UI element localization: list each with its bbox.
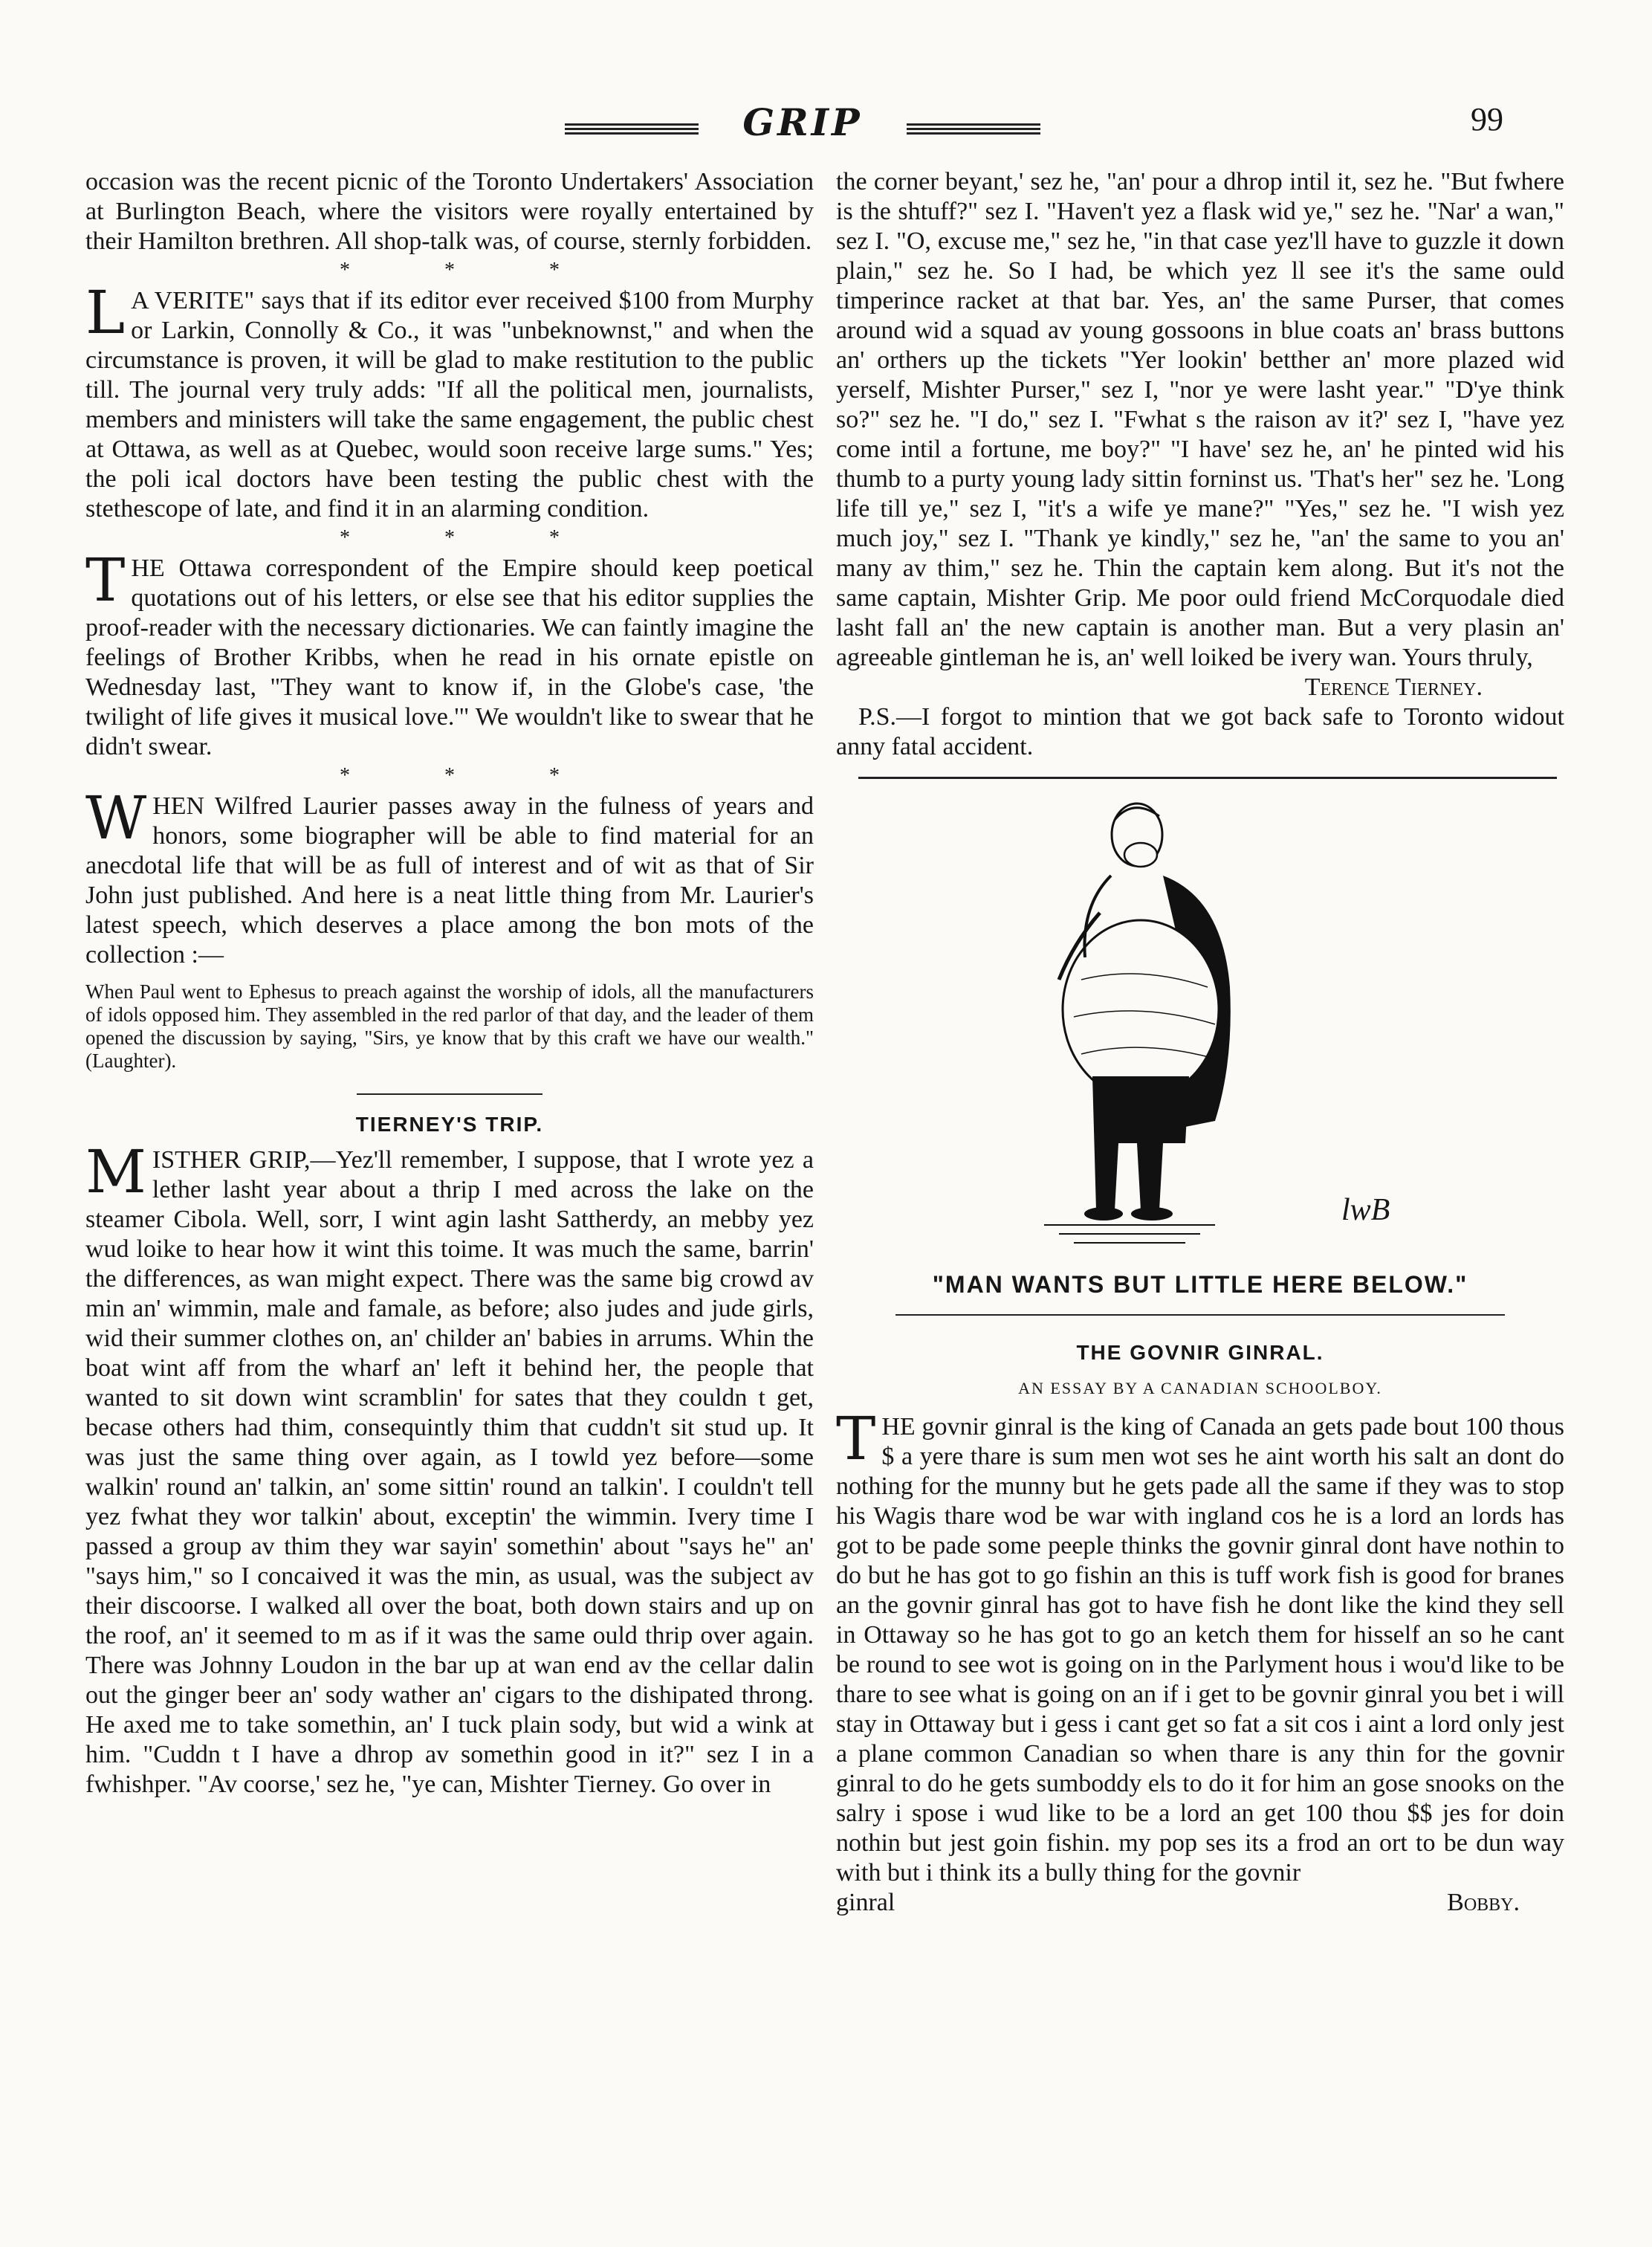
masthead-title: GRIP xyxy=(742,100,863,144)
drop-cap: T xyxy=(85,546,126,615)
postscript: P.S.—I forgot to mintion that we got back safe to Toronto widout anny fatal accident. xyxy=(836,703,1564,760)
article-paragraph xyxy=(836,1404,1564,1888)
artist-signature: lwB xyxy=(1341,1193,1390,1227)
article-heading: THE GOVNIR GINRAL. xyxy=(1076,1341,1324,1364)
block-quote: When Paul went to Ephesus to preach against the worship of idols, all the manufacturers of idols opposed him. They assembled in the red parlor of that day, and the leader of them opened the discussion by saying, "Sirs, ye know that by this craft we have our wealth." (Laughter). xyxy=(85,980,814,1072)
paragraph-text: A VERITE" says that if its editor ever received $100 from Murphy or Larkin, Connolly & Co., it was "unbeknownst," and when the circumstance is proven, it will be glad to make restitution to the public till. The journal very truly adds: "If all the political men, journalists, members and ministers will take the same engagement, the public chest at Ottawa, as well as at Quebec, would soon receive large sums." Yes; the poli ical doctors have been testing the public chest with the stethescope of late, and find it in an alarming condition. xyxy=(85,287,814,523)
cartoon-caption: "MAN WANTS BUT LITTLE HERE BELOW." xyxy=(932,1271,1468,1298)
author-signature: Terence Tierney. xyxy=(1304,673,1483,701)
essay-signature: Bobby. xyxy=(1447,1889,1520,1916)
essay-closing xyxy=(836,1888,1564,1918)
divider-rule xyxy=(895,1314,1505,1316)
article-paragraph xyxy=(85,546,814,762)
paragraph-text: ISTHER GRIP,—Yez'll remember, I suppose, that I wrote yez a lether lasht year about a thrip I med across the lake on the steamer Cibola. Well, sorr, I wint agin lasht Sattherdy, an mebby yez wud loike to hear how it wint this toime. It was much the same, barrin' the differences, as wan might expect. There was the same big crowd av min an' wimmin, male and famale, as before; also judes and jude girls, wid their summer clothes on, an' childer an' babies in arrums. Whin the boat wint aff from the wharf an' left it behind her, the people that wanted to sit down wint scramblin' for sates that they couldn t get, becase others had thim, consequintly thim that cuddn't sit stud up. It was just the same thing over again, as I towld yez before—some walkin' round an' talkin, an' some sittin' round an talkin'. I couldn't tell yez fwhat they wor talkin' about, exceptin' the wimmin. Ivery time I passed a group av thim they war sayin' somethin' about "says he" an' "says him," so I concaived it was the min, as usual, was the subject av their discoorse. I walked all over the boat, both down stairs and up on the roof, an' it seemed to m as if it was the same ould thrip over again. There was Johnny Loudon in the bar up at wan end av the cellar dalin out the ginger beer an' sody wather an' cigars to the dishipated throng. He axed me to take somethin, an' I tuck plain sody, but wid a wink at him. "Cuddn t I have a dhrop av somethin good in it?" sez I in a fwhishper. "Av coorse,' sez he, "ye can, Mishter Tierney. Go over in xyxy=(85,1146,814,1798)
article-paragraph xyxy=(85,1137,814,1800)
drop-cap: T xyxy=(836,1404,876,1473)
article-paragraph: the corner beyant,' sez he, "an' pour a dhrop intil it, sez he. "But fwhere is the shtuff?" sez I. "Haven't yez a flask wid ye," sez he. "Nar' a wan," sez I. "O, excuse me," sez he, "in that case yez'll have to guzzle it down plain," sez he. So I had, be which yez ll see it's the same ould timperince racket at that bar. Yes, an' the same Purser, that comes around wid a squad av young gossoons in blue coats an' brass buttons an' orthers up the tickets "Yer lookin' betther an' more plazed wid yerself, Mishter Purser," sez I, "nor ye were lasht year." "D'ye think so?" sez he. "I do," sez I. "Fwhat s the raison av it?' sez I, "have yez come intil a fortune, me boy?" "I have' sez he, an' he pinted wid his thumb to a purty young lady sittin forninst us. 'That's her" sez he. 'Long life till ye," sez I, "it's a wife ye mane?" "Yes," sez he. "I wish yez much joy," sez I. "Thank ye kindly," sez he, "an' the same to you an' many av thim," sez he. Thin the captain kem along. But it's not the same captain, Mishter Grip. Me poor ould friend McCorquodale died lasht fall an' the new captain is another man. But a very plasin an' agreeable gintleman he is, an' well loiked be ivery wan. Yours thruly, xyxy=(836,168,1564,671)
drop-cap: W xyxy=(85,783,147,853)
section-divider: * * * xyxy=(340,259,604,282)
article-paragraph xyxy=(85,783,814,970)
page-number: 99 xyxy=(1471,101,1503,138)
left-column xyxy=(85,167,814,1800)
article-heading: TIERNEY'S TRIP. xyxy=(355,1113,544,1136)
divider-rule xyxy=(357,1093,542,1095)
cartoon-illustration xyxy=(836,779,1564,1270)
article-paragraph xyxy=(85,278,814,524)
fat-man-cartoon xyxy=(1029,794,1371,1255)
masthead-rule-left xyxy=(565,123,699,134)
closing-word: ginral xyxy=(836,1889,895,1916)
paragraph-text: HE govnir ginral is the king of Canada an gets pade bout 100 thous $ a yere thare is sum men wot ses he aint worth his salt an dont do nothing for the munny but he gets pade all the same if they was to stop his Wagis thare wod be war with ingland cos he is a lord an lords has got to be pade some peeple thinks the govnir ginral dont have nothin to do but he has got to go fishin an this is tuff work fish is good for branes an the govnir ginral has got to have fish he dont like the kind they sell in Ottaway so he has got to go an ketch them for hisself an so he cant be round to see wot is going on in the Parlyment hous i wou'd like to be thare to see what is going on an if i get to be govnir ginral you bet i will stay in Ottaway but i gess i cant get so fat a sit cos i aint a lord only jest a plane common Canadian so when thare is any thin for the govnir ginral to do he gets sumboddy els to do it for him an gose snooks on the salry i spose i wud like to be a lord an get 100 thou $$ jes for doin nothin but jest goin fishin. my pop ses its a frod an ort to be dun way with but i think its a bully thing for the govnir xyxy=(836,1413,1564,1886)
right-column xyxy=(836,167,1564,1918)
drop-cap: M xyxy=(85,1137,146,1206)
masthead xyxy=(565,97,1040,149)
paragraph-text: HE Ottawa correspondent of the Empire should keep poetical quotations out of his letters, or else see that his editor supplies the proof-reader with the necessary dictionaries. We can faintly imagine the feelings of Brother Kribbs, when he read in his ornate epistle on Wednesday last, "They want to know if, in the Globe's case, 'the twilight of life gives it musical love.'" We wouldn't like to swear that he didn't swear. xyxy=(85,555,814,760)
article-paragraph: occasion was the recent picnic of the Toronto Undertakers' Association at Burlington Beach, where the visitors were royally entertained by their Hamilton brethren. All shop-talk was, of course, sternly forbidden. xyxy=(85,168,814,255)
section-divider: * * * xyxy=(340,764,604,787)
article-subheading: AN ESSAY BY A CANADIAN SCHOOLBOY. xyxy=(1018,1379,1382,1397)
paragraph-text: HEN Wilfred Laurier passes away in the fulness of years and honors, some biographer will be able to find material for an anecdotal life that will be as full of interest and of wit as that of Sir John just published. And here is a neat little thing from Mr. Laurier's latest speech, which deserves a place among the bon mots of the collection :— xyxy=(85,792,814,969)
masthead-rule-right xyxy=(907,123,1040,134)
drop-cap: L xyxy=(85,278,126,347)
section-divider: * * * xyxy=(340,526,604,549)
